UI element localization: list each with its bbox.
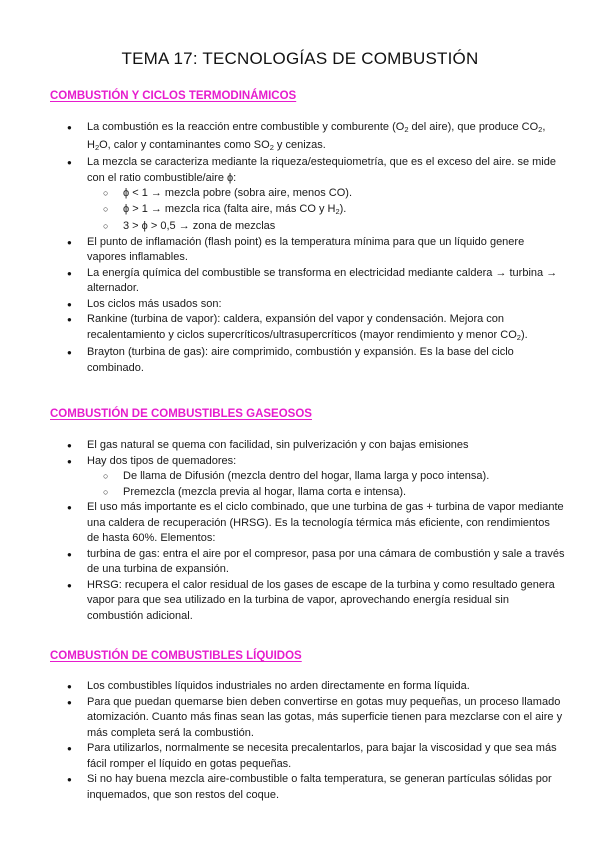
section-heading-combustibles-gaseosos: COMBUSTIÓN DE COMBUSTIBLES GASEOSOS — [50, 408, 312, 420]
list-item: ● El punto de inflamación (flash point) es la temperatura mínima para que un líquido genere vapores inflamables. — [50, 235, 565, 266]
list-item: ● HRSG: recupera el calor residual de los gases de escape de la turbina y como resultado genera vapor para que sea utilizado en la turbina de vapor, aprovechando energía residual sin combustión adicional. — [50, 578, 565, 625]
list-item: ● Rankine (turbina de vapor): caldera, expansión del vapor y condensación. Mejora con recalentamiento y ciclos supercríticos/ultrasupercríticos (mayor rendimiento y menor $CO_2$). — [50, 312, 565, 345]
section-heading-combustibles-liquidos: COMBUSTIÓN DE COMBUSTIBLES LÍQUIDOS — [50, 650, 302, 662]
list-item: ● El gas natural se quema con facilidad, sin pulverización y con bajas emisiones — [50, 438, 565, 454]
sub-list — [87, 186, 565, 235]
sub-list-item: ○ ϕ < 1 → mezcla pobre (sobra aire, menos CO). — [87, 186, 565, 202]
list-item: ● Si no hay buena mezcla aire-combustible o falta temperatura, se generan partículas sólidas por inquemados, que son restos del coque. — [50, 772, 565, 803]
list-item: ● La energía química del combustible se transforma en electricidad mediante caldera → turbina → alternador. — [50, 266, 565, 297]
list-item: ● Para utilizarlos, normalmente se necesita precalentarlos, para bajar la viscosidad y que sea más fácil romper el líquido en gotas pequeñas. — [50, 741, 565, 772]
page-title: TEMA 17: TECNOLOGÍAS DE COMBUSTIÓN — [121, 49, 479, 68]
section-heading-combustion-ciclos: COMBUSTIÓN Y CICLOS TERMODINÁMICOS — [50, 90, 297, 102]
list-item: ● Los combustibles líquidos industriales no arden directamente en forma líquida. — [50, 679, 565, 695]
section-list-combustion-ciclos — [50, 120, 565, 376]
sub-list-item: ○ 3 > ϕ > 0,5 → zona de mezclas — [87, 219, 565, 235]
list-item: ● Para que puedan quemarse bien deben convertirse en gotas muy pequeñas, un proceso llamado atomización. Cuanto más finas sean las gotas, más superficie tienen para mezclarse con el aire y más completa será la combustión. — [50, 695, 565, 742]
section-list-combustibles-gaseosos — [50, 438, 565, 624]
sub-list-item: ○ Premezcla (mezcla previa al hogar, llama corta e intensa). — [87, 485, 565, 501]
list-item: ● turbina de gas: entra el aire por el compresor, pasa por una cámara de combustión y sale a través de una turbina de expansión. — [50, 547, 565, 578]
sub-list-item: ○ ϕ > 1 → mezcla rica (falta aire, más CO y $H_2$). — [87, 202, 565, 220]
list-item: ● Brayton (turbina de gas): aire comprimido, combustión y expansión. Es la base del ciclo combinado. — [50, 345, 565, 376]
sub-list — [87, 469, 565, 500]
list-item: ● La combustión es la reacción entre combustible y comburente ($O_2$ del aire), que produce $CO_2$, $H_2O$, calor y contaminantes como $SO_2$ y cenizas. — [50, 120, 565, 155]
section-list-combustibles-liquidos — [50, 679, 565, 803]
list-item: ● La mezcla se caracteriza mediante la riqueza/estequiometría, que es el exceso del aire. se mide con el ratio combustible/aire ϕ: ○ ϕ < 1 → mezcla pobre (sobra aire, menos CO). ○ ϕ > 1 → mezcla rica (falta aire, más CO y $H_2$). ○ 3 > ϕ > 0,5 → zona de mezclas — [50, 155, 565, 235]
list-item: ● Los ciclos más usados son: — [50, 297, 565, 313]
list-item: ● Hay dos tipos de quemadores: ○ De llama de Difusión (mezcla dentro del hogar, llama larga y poco intensa). ○ Premezcla (mezcla previa al hogar, llama corta e intensa). — [50, 454, 565, 501]
sub-list-item: ○ De llama de Difusión (mezcla dentro del hogar, llama larga y poco intensa). — [87, 469, 565, 485]
list-item: ● El uso más importante es el ciclo combinado, que une turbina de gas + turbina de vapor mediante una caldera de recuperación (HRSG). Es la tecnología térmica más eficiente, con rendimientos de hasta 60%. Elementos: — [50, 500, 565, 547]
